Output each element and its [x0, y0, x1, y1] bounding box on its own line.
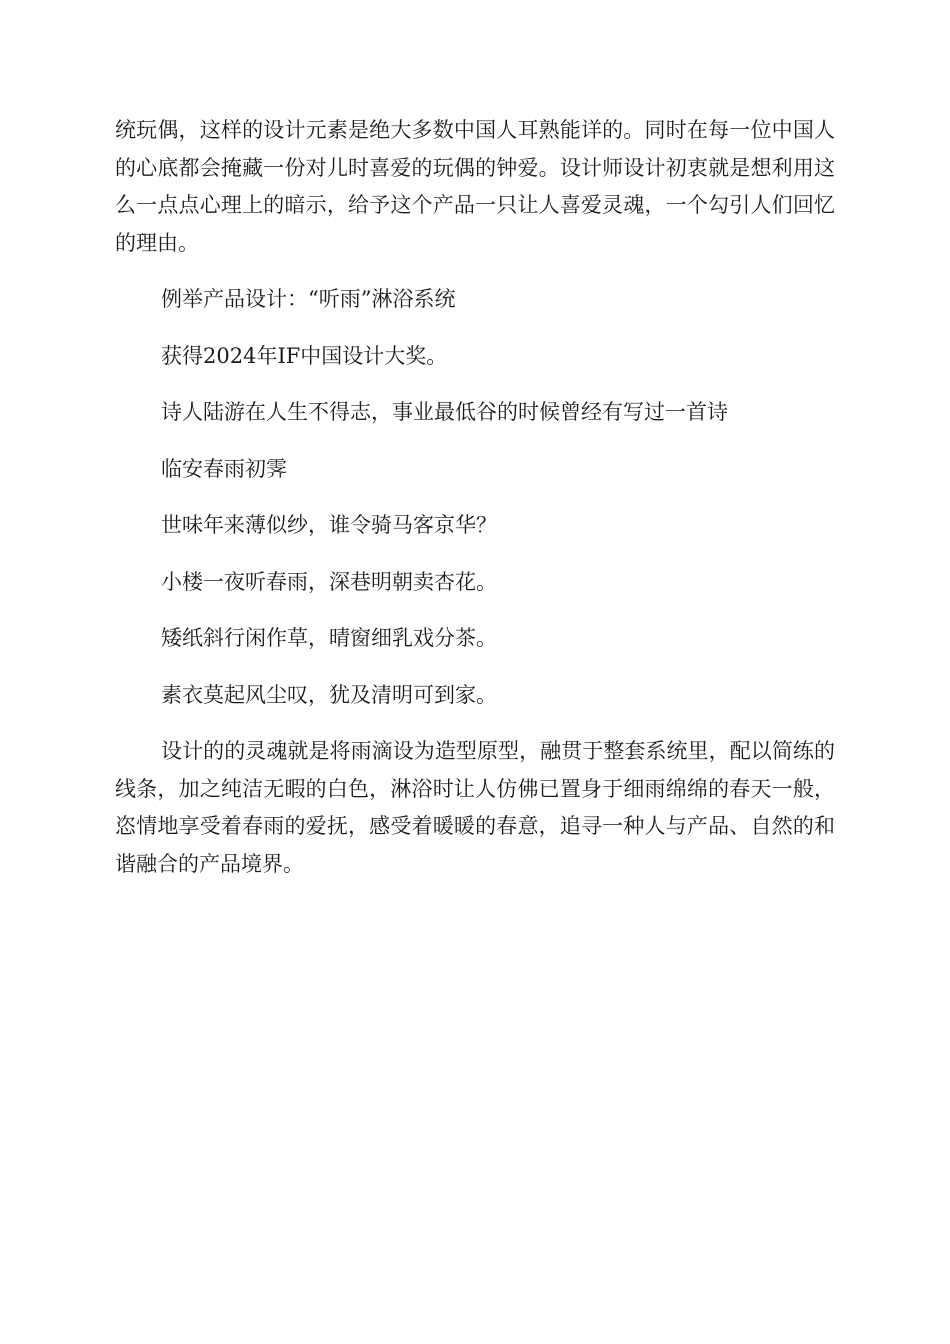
- example-title: 例举产品设计：“听雨”淋浴系统: [161, 287, 456, 311]
- poem-line-4: 素衣莫起风尘叹，犹及清明可到家。: [161, 682, 497, 707]
- document-body: [115, 112, 835, 883]
- award-line: 获得2024年IF中国设计大奖。: [161, 343, 448, 368]
- poem-line-1: 世味年来薄似纱，谁令骑马客京华？: [161, 513, 497, 537]
- poem-line-2: 小楼一夜听春雨，深巷明朝卖杏花。: [161, 569, 497, 594]
- intro-paragraph: 统玩偶，这样的设计元素是绝大多数中国人耳熟能详的。同时在每一位中国人的心底都会掩藏一份对儿时喜爱的玩偶的钟爱。设计师设计初衷就是想利用这么一点点心理上的暗示，给予这个产品一只让人喜爱灵魂，一个勾引人们回忆的理由。: [115, 118, 835, 255]
- poet-intro-line: 诗人陆游在人生不得志，事业最低谷的时候曾经有写过一首诗: [161, 400, 728, 424]
- poem-title: 临安春雨初霁: [161, 456, 287, 481]
- poem-line-3: 矮纸斜行闲作草，晴窗细乳戏分茶。: [161, 626, 497, 650]
- design-soul-paragraph: 设计的的灵魂就是将雨滴设为造型原型，融贯于整套系统里，配以简练的线条，加之纯洁无暇的白色，淋浴时让人仿佛已置身于细雨绵绵的春天一般，恣情地享受着春雨的爱抚，感受着暖暖的春意，追寻一种人与产品、自然的和谐融合的产品境界。: [115, 739, 835, 876]
